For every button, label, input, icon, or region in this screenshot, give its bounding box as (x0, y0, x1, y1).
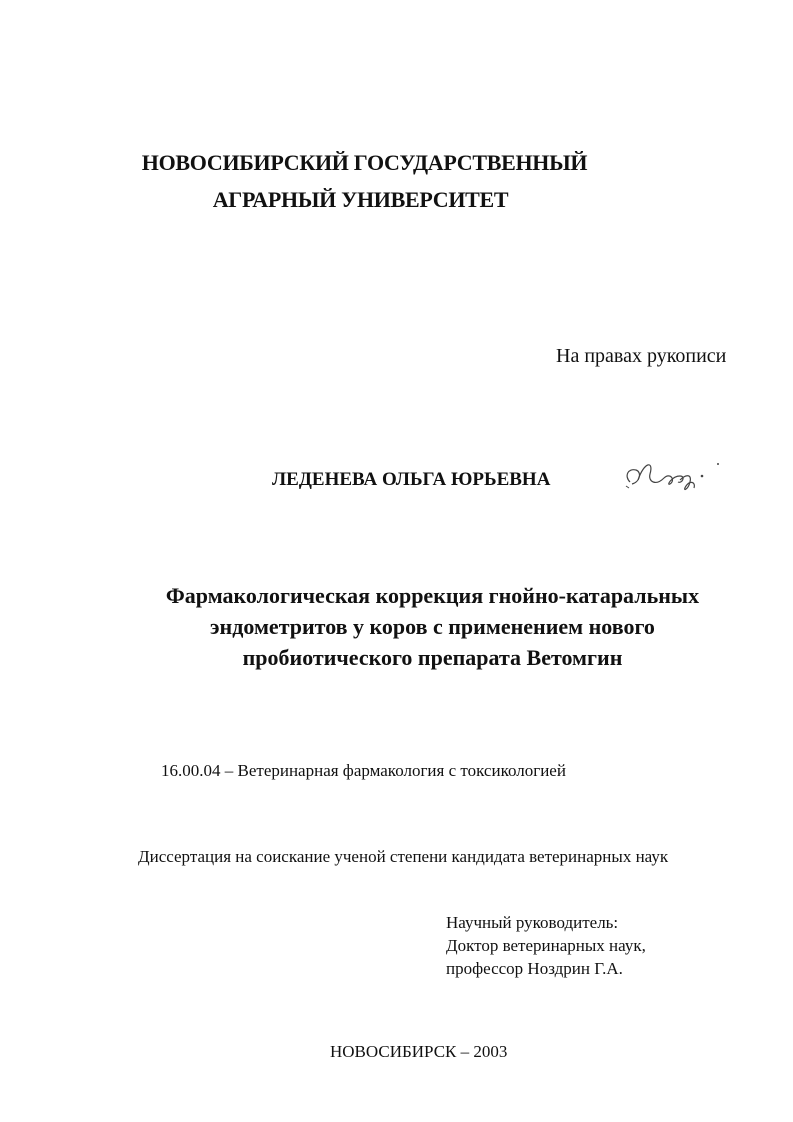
dissertation-title-line2: эндометритов у коров с применением нового (210, 614, 655, 639)
supervisor-degree: Доктор ветеринарных наук, (446, 936, 646, 955)
dissertation-title-line1: Фармакологическая коррекция гнойно-катаральных (165, 583, 700, 608)
university-name-line1: НОВОСИБИРСКИЙ ГОСУДАРСТВЕННЫЙ (141, 150, 588, 175)
author-name: ЛЕДЕНЕВА ОЛЬГА ЮРЬЕВНА (272, 469, 551, 490)
handwritten-signature-icon (620, 452, 730, 502)
dissertation-degree: Диссертация на соискание ученой степени кандидата ветеринарных наук (138, 847, 669, 866)
university-name-line2: АГРАРНЫЙ УНИВЕРСИТЕТ (212, 187, 509, 212)
specialty-code: 16.00.04 – Ветеринарная фармакология с токсикологией (161, 761, 566, 780)
supervisor-name: профессор Ноздрин Г.А. (446, 959, 623, 978)
manuscript-note: На правах рукописи (556, 345, 727, 367)
city-year: НОВОСИБИРСК – 2003 (330, 1042, 508, 1061)
dissertation-title-line3: пробиотического препарата Ветомгин (242, 645, 623, 670)
supervisor-label: Научный руководитель: (446, 913, 619, 932)
